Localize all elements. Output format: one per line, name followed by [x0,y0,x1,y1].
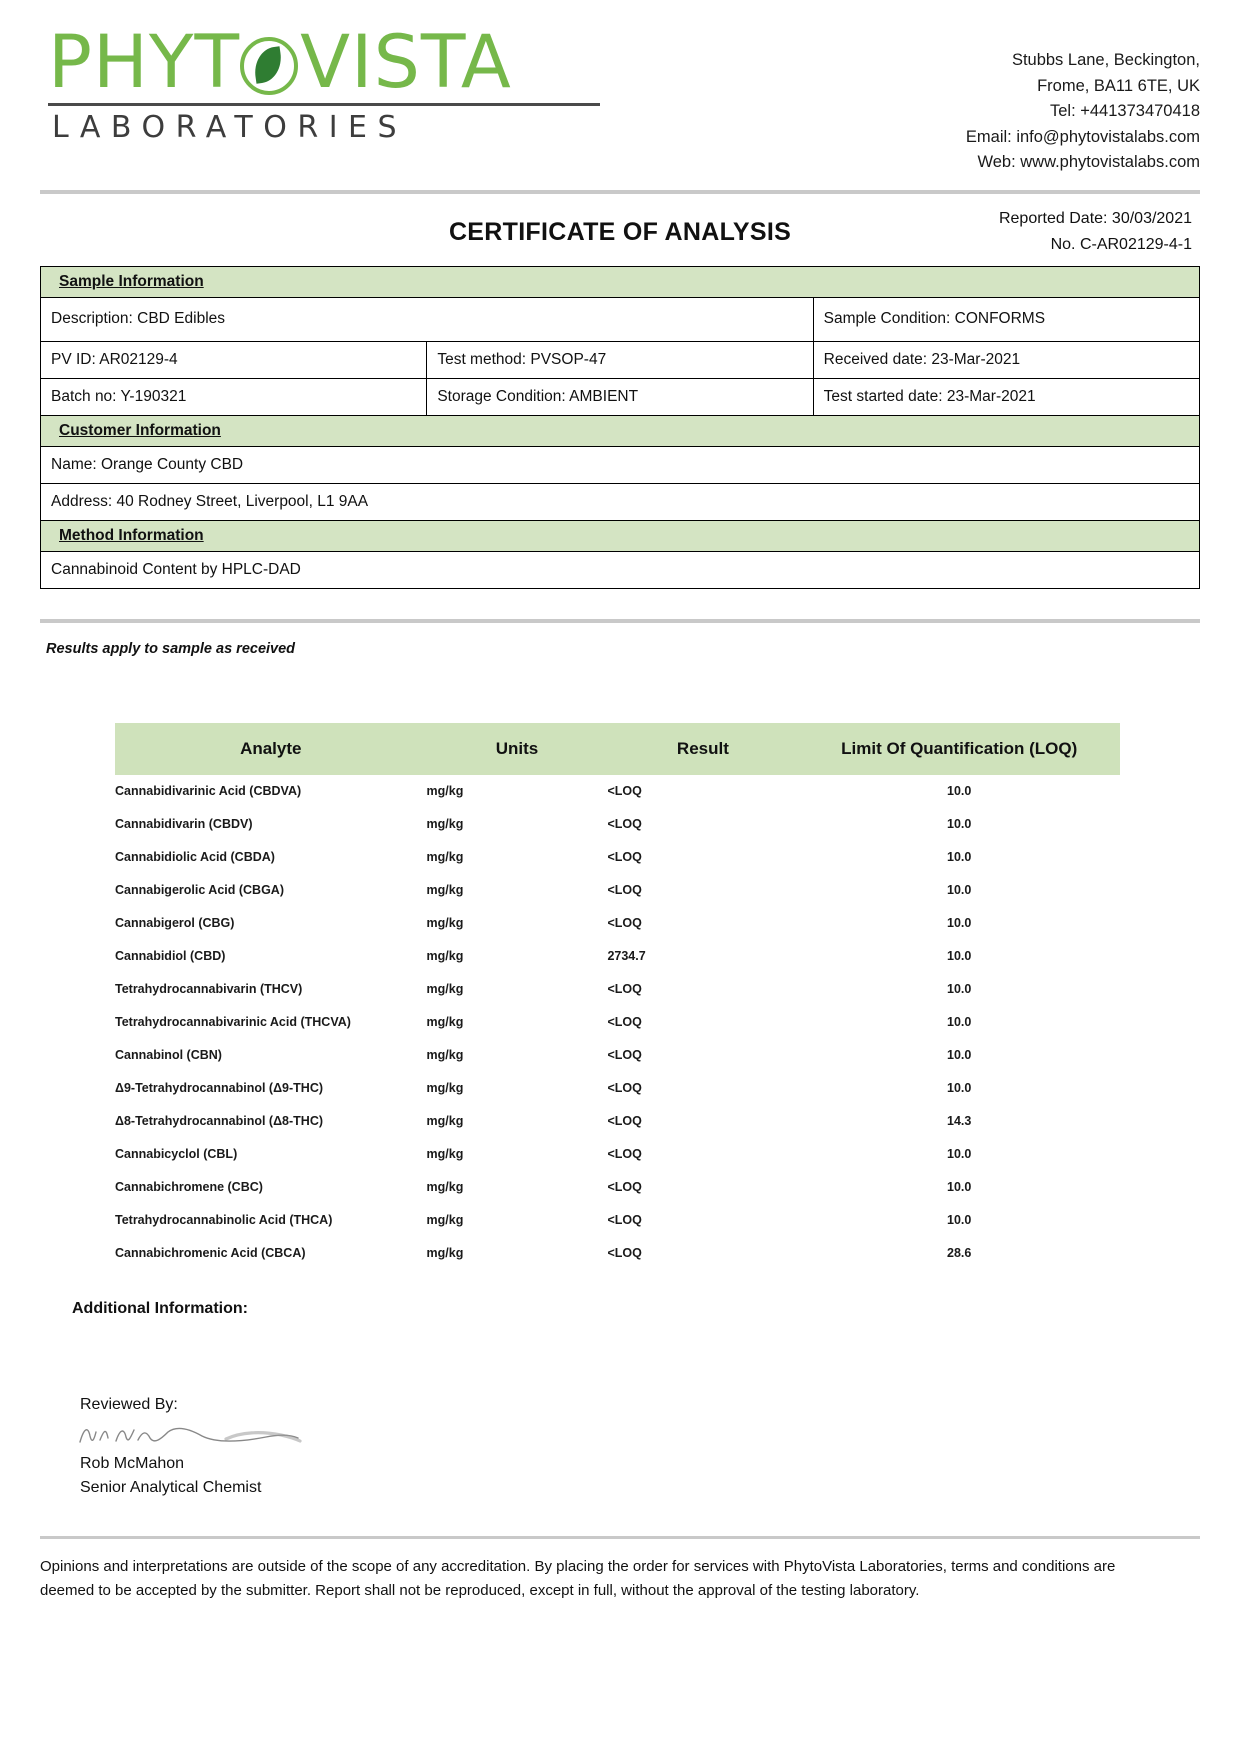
cell-loq: 28.6 [947,1246,972,1261]
column-header-loq: Limit Of Quantification (LOQ) [798,723,1120,775]
cell-loq: 10.0 [947,1015,972,1030]
sample-info-table [40,266,1200,589]
cell-result: <LOQ [607,784,642,799]
cell-result: <LOQ [607,850,642,865]
cell-result: 2734.7 [607,949,646,964]
section-header-sample-information: Sample Information [41,266,1200,297]
cell-loq: 10.0 [947,817,972,832]
cell-units: mg/kg [426,817,464,832]
cell-units: mg/kg [426,1081,464,1096]
table-row [115,907,1120,940]
contact-line-email: Email: info@phytovistalabs.com [965,127,1200,146]
cell-result: <LOQ [607,916,642,931]
cell-analyte: Cannabidiolic Acid (CBDA) [115,850,275,865]
cell-loq: 10.0 [947,982,972,997]
cell-units: mg/kg [426,1147,464,1162]
column-header-result: Result [607,723,798,775]
cell-analyte: Tetrahydrocannabivarin (THCV) [115,982,303,997]
signer-name: Rob McMahon [80,1454,185,1472]
table-row [115,1237,1120,1270]
cell-units: mg/kg [426,883,464,898]
cell-analyte: Tetrahydrocannabivarinic Acid (THCVA) [115,1015,351,1030]
cell-units: mg/kg [426,1180,464,1195]
contact-line-web: Web: www.phytovistalabs.com [977,153,1200,172]
logo-wordmark [48,20,668,105]
section-header-customer-information: Customer Information [41,415,1200,446]
company-logo [40,20,668,146]
cell-loq: 10.0 [947,916,972,931]
cell-analyte: Cannabinol (CBN) [115,1048,222,1063]
contact-line-address1: Stubbs Lane, Beckington, [1011,51,1200,69]
column-header-units: Units [427,723,608,775]
additional-information-label: Additional Information: [72,1299,248,1317]
logo-text-second: VISTA [300,20,512,105]
table-row [115,874,1120,907]
field-sample-condition: Sample Condition: CONFORMS [813,297,1199,341]
cell-analyte: Cannabichromenic Acid (CBCA) [115,1246,306,1261]
cell-result: <LOQ [607,883,642,898]
cell-units: mg/kg [426,1213,464,1228]
cell-analyte: Cannabicyclol (CBL) [115,1147,238,1162]
cell-result: <LOQ [607,817,642,832]
table-row [115,940,1120,973]
cell-loq: 10.0 [947,1048,972,1063]
cell-analyte: Cannabigerol (CBG) [115,916,235,931]
table-row [115,775,1120,808]
report-number: No. C-AR02129-4-1 [1050,236,1192,254]
field-test-started-date: Test started date: 23-Mar-2021 [813,378,1199,415]
contact-line-tel: Tel: +441373470418 [1049,102,1200,121]
cell-units: mg/kg [426,982,464,997]
cell-result: <LOQ [607,1180,642,1195]
title-row [40,206,1200,264]
field-customer-address: Address: 40 Rodney Street, Liverpool, L1 9AA [41,483,1200,520]
table-row [115,1105,1120,1138]
reported-date: Reported Date: 30/03/2021 [998,209,1192,227]
cell-analyte: Δ8-Tetrahydrocannabinol (Δ8-THC) [115,1114,324,1129]
cell-analyte: Cannabichromene (CBC) [115,1180,263,1195]
cell-result: <LOQ [607,1213,642,1228]
cell-result: <LOQ [607,1048,642,1063]
logo-subtitle: LABORATORIES [52,110,408,146]
cell-loq: 10.0 [947,949,972,964]
cell-units: mg/kg [426,1015,464,1030]
field-description: Description: CBD Edibles [41,297,814,341]
cell-units: mg/kg [426,1048,464,1063]
table-row [115,973,1120,1006]
cell-loq: 14.3 [947,1114,972,1129]
cell-result: <LOQ [607,1114,642,1129]
signature-image [76,1418,326,1452]
table-row [115,1138,1120,1171]
logo-text-first: PHYT [48,20,241,105]
cell-result: <LOQ [607,1147,642,1162]
footer-divider [40,1536,1200,1539]
table-row [115,808,1120,841]
cell-loq: 10.0 [947,1147,972,1162]
cell-analyte: Cannabidivarin (CBDV) [115,817,253,832]
reviewed-by-label: Reviewed By: [80,1395,178,1413]
field-pv-id: PV ID: AR02129-4 [41,341,427,378]
signer-role: Senior Analytical Chemist [80,1478,262,1496]
table-row [115,1006,1120,1039]
column-header-analyte: Analyte [115,723,427,775]
header-divider [40,190,1200,194]
page-header [40,20,1200,176]
cell-units: mg/kg [426,916,464,931]
cell-loq: 10.0 [947,883,972,898]
table-row [115,1171,1120,1204]
page-title: CERTIFICATE OF ANALYSIS [448,217,792,246]
cell-loq: 10.0 [947,1213,972,1228]
table-row [115,841,1120,874]
cell-analyte: Δ9-Tetrahydrocannabinol (Δ9-THC) [115,1081,324,1096]
field-test-method: Test method: PVSOP-47 [427,341,813,378]
cell-analyte: Cannabigerolic Acid (CBGA) [115,883,284,898]
cell-units: mg/kg [426,1114,464,1129]
cell-loq: 10.0 [947,784,972,799]
cell-units: mg/kg [426,784,464,799]
cell-loq: 10.0 [947,850,972,865]
cell-analyte: Cannabidivarinic Acid (CBDVA) [115,784,302,799]
cell-loq: 10.0 [947,1081,972,1096]
table-row [115,1072,1120,1105]
field-batch-no: Batch no: Y-190321 [41,378,427,415]
cell-result: <LOQ [607,1015,642,1030]
section-header-method-information: Method Information [41,520,1200,551]
table-row [115,1039,1120,1072]
cell-result: <LOQ [607,982,642,997]
leaf-circle-icon [238,31,302,95]
company-contact-block [966,28,1200,176]
field-method: Cannabinoid Content by HPLC-DAD [41,551,1200,588]
field-storage-condition: Storage Condition: AMBIENT [427,378,813,415]
field-received-date: Received date: 23-Mar-2021 [813,341,1199,378]
table-row [115,1204,1120,1237]
results-header-row [115,723,1120,775]
section-divider [40,619,1200,623]
cell-result: <LOQ [607,1081,642,1096]
cell-analyte: Cannabidiol (CBD) [115,949,226,964]
cell-units: mg/kg [426,1246,464,1261]
results-note: Results apply to sample as received [46,640,296,657]
results-section [40,723,1200,1270]
cell-loq: 10.0 [947,1180,972,1195]
signer-block [80,1452,1200,1500]
cell-units: mg/kg [426,949,464,964]
cell-units: mg/kg [426,850,464,865]
footer-disclaimer: Opinions and interpretations are outside of the scope of any accreditation. By placing the order for services with PhytoVista Laboratories, terms and conditions are deemed to be accepted by the submitter. Report shall not be reproduced, except in full, without the approval of the testing laboratory. [40,1557,1116,1599]
cell-result: <LOQ [607,1246,642,1261]
results-table-body [115,775,1120,1270]
results-table [115,723,1120,1270]
contact-line-address2: Frome, BA11 6TE, UK [1037,76,1200,95]
cell-analyte: Tetrahydrocannabinolic Acid (THCA) [115,1213,333,1228]
field-customer-name: Name: Orange County CBD [41,446,1200,483]
